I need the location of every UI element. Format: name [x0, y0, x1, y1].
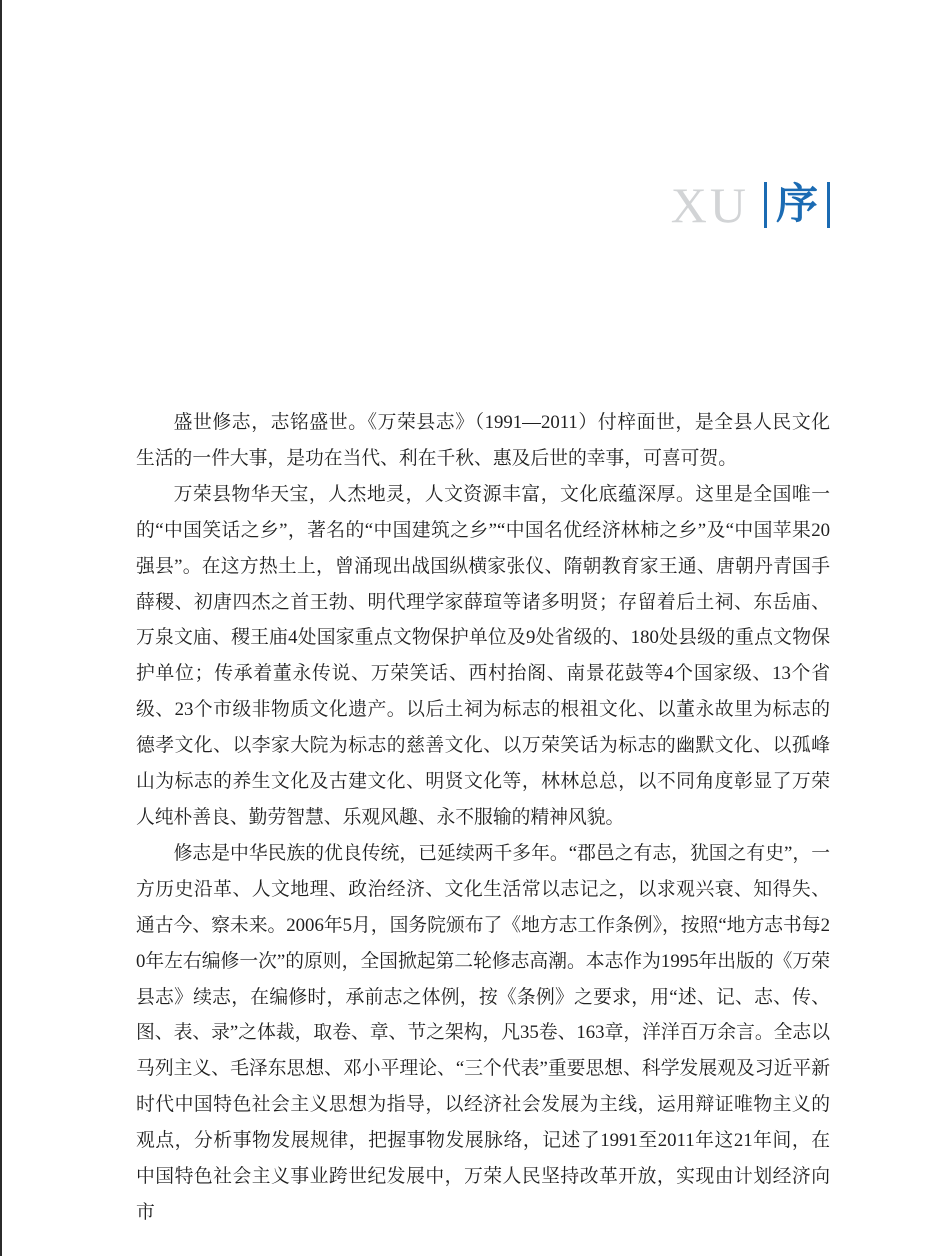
title-divider-right: [827, 182, 830, 228]
scan-edge-line: [0, 0, 2, 1256]
preface-paragraph-1: 盛世修志，志铭盛世。《万荣县志》（1991—2011）付梓面世，是全县人民文化生活的一件大事，是功在当代、利在千秋、惠及后世的幸事，可喜可贺。: [136, 412, 830, 469]
chapter-title: 序: [775, 182, 818, 228]
chapter-title-pinyin: XU: [670, 177, 749, 233]
preface-paragraph-2: 万荣县物华天宝，人杰地灵，人文资源丰富，文化底蕴深厚。这里是全国唯一的“中国笑话之乡”，著名的“中国建筑之乡”“中国名优经济林柿之乡”及“中国苹果20强县”。在这方热土上，曾涌现出战国纵横家张仪、隋朝教育家王通、唐朝丹青国手薛稷、初唐四杰之首王勃、明代理学家薛瑄等诸多明贤；存留着后土祠、东岳庙、万泉文庙、稷王庙4处国家重点文物保护单位及9处省级的、180处县级的重点文物保护单位；传承着董永传说、万荣笑话、西村抬阁、南景花鼓等4个国家级、13个省级、23个市级非物质文化遗产。以后土祠为标志的根祖文化、以董永故里为标志的德孝文化、以李家大院为标志的慈善文化、以万荣笑话为标志的幽默文化、以孤峰山为标志的养生文化及古建文化、明贤文化等，林林总总，以不同角度彰显了万荣人纯朴善良、勤劳智慧、乐观风趣、永不服输的精神风貌。: [136, 483, 830, 828]
chapter-header: [670, 177, 830, 233]
title-divider-left: [764, 182, 767, 228]
preface-paragraph-3: 修志是中华民族的优良传统，已延续两千多年。“郡邑之有志，犹国之有史”，一方历史沿革、人文地理、政治经济、文化生活常以志记之，以求观兴衰、知得失、通古今、察未来。2006年5月，国务院颁布了《地方志工作条例》，按照“地方志书每20年左右编修一次”的原则，全国掀起第二轮修志高潮。本志作为1995年出版的《万荣县志》续志，在编修时，承前志之体例，按《条例》之要求，用“述、记、志、传、图、表、录”之体裁，取卷、章、节之架构，凡35卷、163章，洋洋百万余言。全志以马列主义、毛泽东思想、邓小平理论、“三个代表”重要思想、科学发展观及习近平新时代中国特色社会主义思想为指导，以经济社会发展为主线，运用辩证唯物主义的观点，分析事物发展规律，把握事物发展脉络，记述了1991至2011年这21年间，在中国特色社会主义事业跨世纪发展中，万荣人民坚持改革开放，实现由计划经济向市: [136, 842, 830, 1223]
preface-body: [136, 405, 830, 1231]
